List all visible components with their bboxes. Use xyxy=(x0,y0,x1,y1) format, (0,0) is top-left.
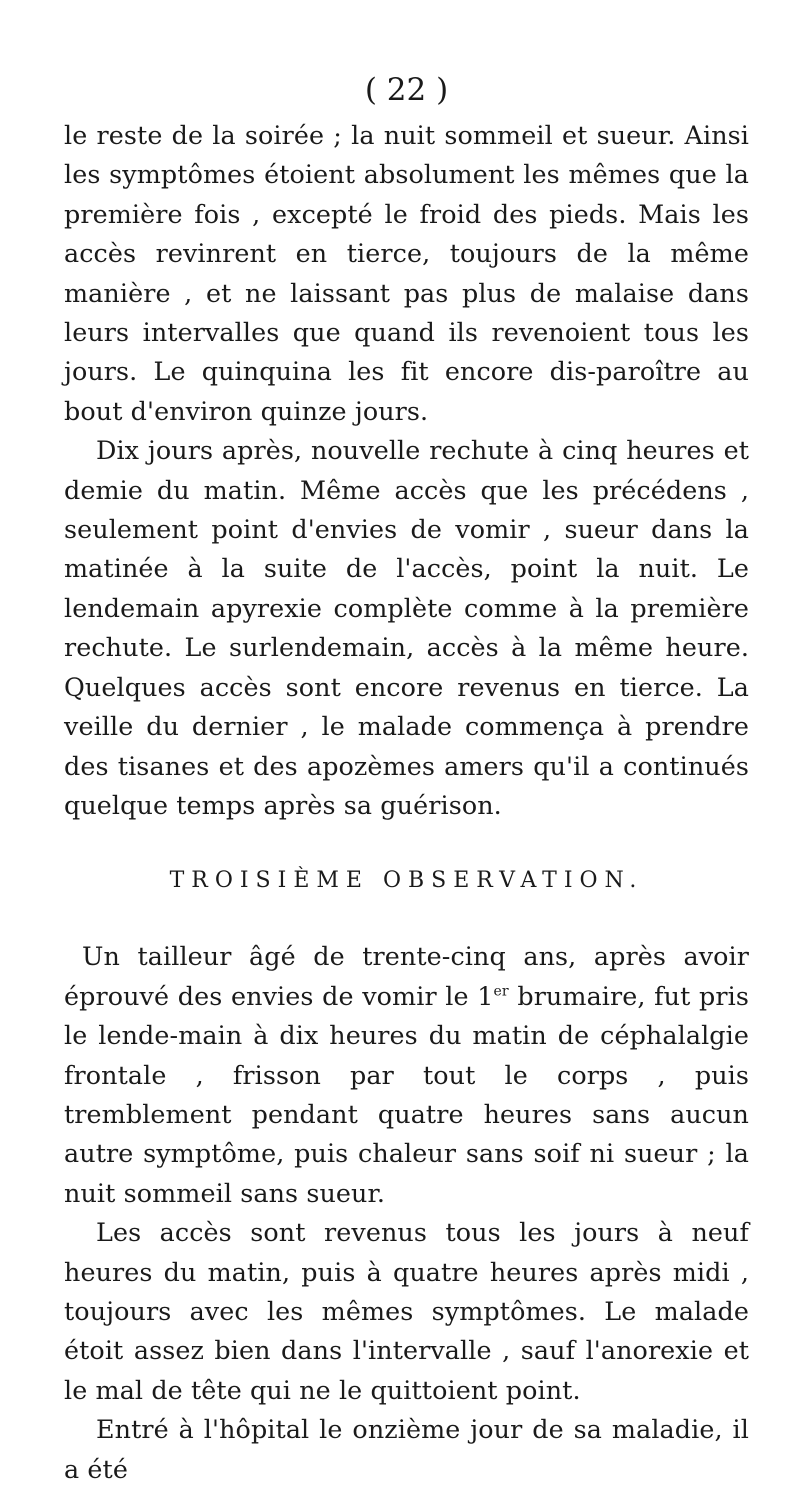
section-title: TROISIÈME OBSERVATION. xyxy=(169,868,644,894)
paragraph-hospital-entry: Entré à l'hôpital le onzième jour de sa maladie, il a été xyxy=(64,1414,749,1484)
paragraph-fever-access: Les accès sont revenus tous les jours à neuf heures du matin, puis à quatre heures après midi , toujours avec les mêmes symptômes. Le malade étoit assez bien dans l'intervalle , sauf l'anorexie et le mal de tête qui ne le quittoient point. xyxy=(64,1217,749,1405)
paragraph-relapse: Dix jours après, nouvelle rechute à cinq heures et demie du matin. Même accès que les précédens , seulement point d'envies de vomir , sueur dans la matinée à la suite de l'accès, point la nuit. Le lendemain apyrexie complète comme à la première rechute. Le surlendemain, accès à la même heure. Quelques accès sont encore revenus en tierce. La veille du dernier , le malade commença à prendre des tisanes et des apozèmes amers qu'il a continués quelque temps après sa guérison. xyxy=(64,435,749,820)
paragraph-observation-intro-text: Un tailleur âgé de trente-cinq ans, après avoir éprouvé des envies de vomir le 1 xyxy=(64,941,749,1011)
ordinal-superscript: er xyxy=(493,983,509,1000)
paragraph-observation-intro xyxy=(64,937,749,1213)
paragraph-continuation: le reste de la soirée ; la nuit sommeil et sueur. Ainsi les symptômes étoient absolument les mêmes que la première fois , excepté le froid des pieds. Mais les accès revinrent en tierce, toujours de la même manière , et ne laissant pas plus de malaise dans leurs intervalles que quand ils revenoient tous les jours. Le quinquina les fit encore dis-paroître au bout d'environ quinze jours. xyxy=(64,120,749,426)
paragraph-observation-intro-rest: brumaire, fut pris le lende-main à dix heures du matin de céphalalgie frontale , frisson par tout le corps , puis tremblement pendant quatre heures sans aucun autre symptôme, puis chaleur sans soif ni sueur ; la nuit sommeil sans sueur. xyxy=(64,980,749,1208)
page-number: ( 22 ) xyxy=(364,72,449,108)
